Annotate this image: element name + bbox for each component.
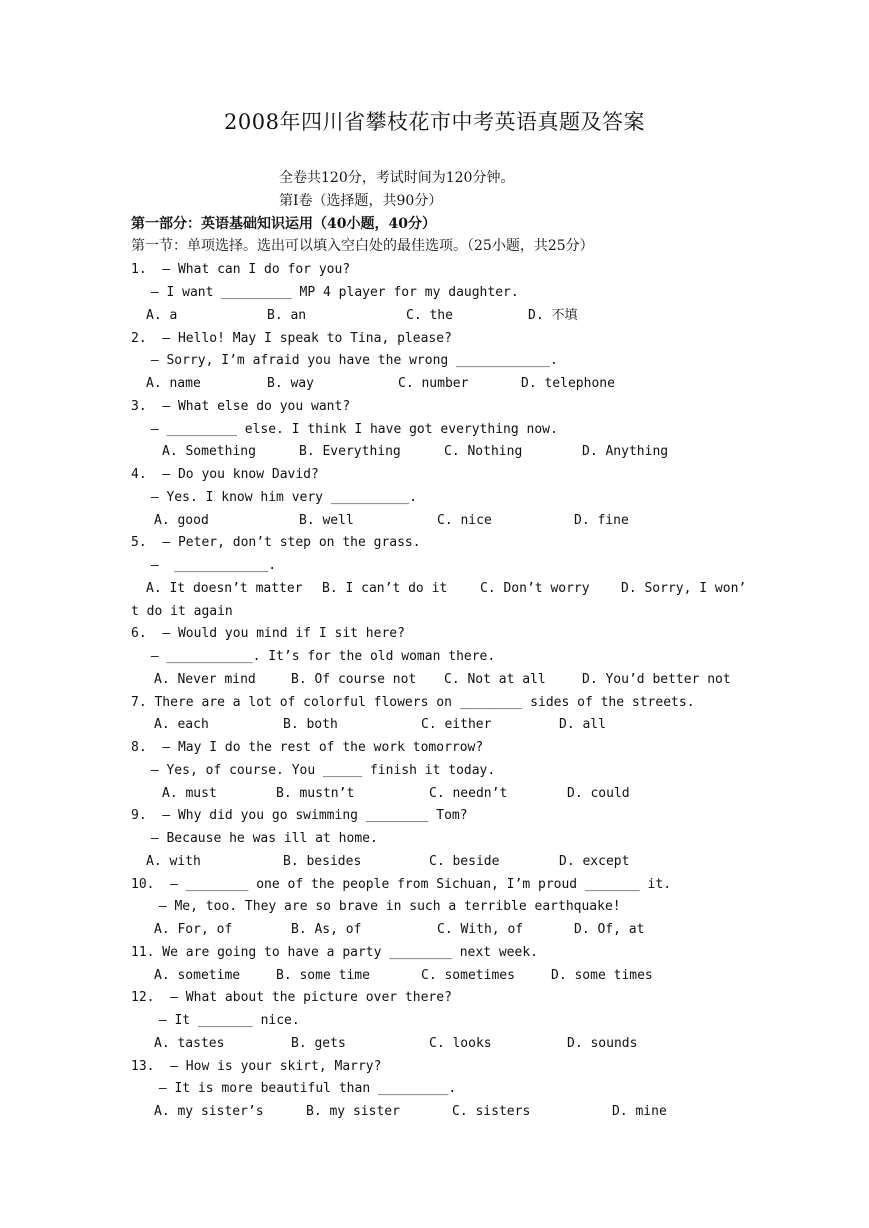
q13-option-c: C. sisters xyxy=(452,1104,531,1119)
q7-option-c: C. either xyxy=(421,717,492,732)
q4-option-d: D. fine xyxy=(574,513,629,528)
q5-option-a: A. It doesn’t matter xyxy=(146,581,303,596)
q8-option-b: B. mustn’t xyxy=(276,786,355,801)
q6-option-b: B. Of course not xyxy=(291,672,417,687)
q10-option-a: A. For, of xyxy=(154,922,233,937)
q11-option-a: A. sometime xyxy=(154,968,241,983)
question-3-stem: 3. – What else do you want? xyxy=(131,399,351,414)
question-2-reply: – Sorry, I’m afraid you have the wrong ____________. xyxy=(143,353,558,368)
q7-option-a: A. each xyxy=(154,717,209,732)
q9-option-b: B. besides xyxy=(283,854,362,869)
question-12-stem: 12. – What about the picture over there? xyxy=(131,990,452,1005)
question-7-stem: 7. There are a lot of colorful flowers on ________ sides of the streets. xyxy=(131,695,695,710)
q11-option-d: D. some times xyxy=(551,968,653,983)
q8-option-d: D. could xyxy=(567,786,630,801)
q4-option-c: C. nice xyxy=(437,513,492,528)
question-1-reply: – I want _________ MP 4 player for my daughter. xyxy=(143,285,519,300)
q9-option-d: D. except xyxy=(559,854,630,869)
q4-option-a: A. good xyxy=(154,513,209,528)
q4-option-b: B. well xyxy=(299,513,354,528)
question-4-reply: – Yes. I know him very __________. xyxy=(143,490,417,505)
question-6-reply: – ___________. It’s for the old woman there. xyxy=(143,649,496,664)
q10-option-b: B. As, of xyxy=(291,922,362,937)
question-12-reply: – It _______ nice. xyxy=(151,1013,300,1028)
q3-option-d: D. Anything xyxy=(582,444,669,459)
question-3-reply: – _________ else. I think I have got everything now. xyxy=(143,422,558,437)
q11-option-b: B. some time xyxy=(276,968,370,983)
question-1-stem: 1. – What can I do for you? xyxy=(131,262,351,277)
question-10-stem: 10. – ________ one of the people from Sichuan, I’m proud _______ it. xyxy=(131,877,672,892)
question-6-stem: 6. – Would you mind if I sit here? xyxy=(131,626,405,641)
question-8-stem: 8. – May I do the rest of the work tomorrow? xyxy=(131,740,484,755)
q1-option-d: D. 不填 xyxy=(528,308,578,323)
q6-option-a: A. Never mind xyxy=(154,672,256,687)
q2-option-b: B. way xyxy=(267,376,314,391)
q13-option-d: D. mine xyxy=(612,1104,667,1119)
q7-option-b: B. both xyxy=(283,717,338,732)
q5-option-c: C. Don’t worry xyxy=(480,581,590,596)
q2-option-a: A. name xyxy=(146,376,201,391)
q10-option-c: C. With, of xyxy=(437,922,524,937)
question-8-reply: – Yes, of course. You _____ finish it today. xyxy=(143,763,496,778)
question-13-stem: 13. – How is your skirt, Marry? xyxy=(131,1059,382,1074)
q3-option-a: A. Something xyxy=(162,444,256,459)
q8-option-a: A. must xyxy=(162,786,217,801)
q12-option-c: C. looks xyxy=(429,1036,492,1051)
exam-info-volume: 第Ⅰ卷（选择题，共90分） xyxy=(279,193,443,209)
question-4-stem: 4. – Do you know David? xyxy=(131,467,319,482)
page-title: 2008年四川省攀枝花市中考英语真题及答案 xyxy=(224,110,645,134)
question-9-stem: 9. – Why did you go swimming ________ Tom? xyxy=(131,808,468,823)
question-2-stem: 2. – Hello! May I speak to Tina, please? xyxy=(131,331,452,346)
q9-option-c: C. beside xyxy=(429,854,500,869)
q3-option-b: B. Everything xyxy=(299,444,401,459)
exam-info-total: 全卷共120分，考试时间为120分钟。 xyxy=(279,170,515,186)
q1-option-c: C. the xyxy=(406,308,453,323)
part-heading: 第一部分：英语基础知识运用（40小题，40分） xyxy=(131,216,436,232)
question-5-stem: 5. – Peter, don’t step on the grass. xyxy=(131,535,421,550)
q13-option-a: A. my sister’s xyxy=(154,1104,264,1119)
question-11-stem: 11. We are going to have a party ________ next week. xyxy=(131,945,538,960)
q13-option-b: B. my sister xyxy=(306,1104,400,1119)
q12-option-d: D. sounds xyxy=(567,1036,638,1051)
question-10-reply: – Me, too. They are so brave in such a terrible earthquake! xyxy=(151,899,621,914)
q6-option-c: C. Not at all xyxy=(444,672,546,687)
q1-option-a: A. a xyxy=(146,308,178,323)
q6-option-d: D. You’d better not xyxy=(582,672,731,687)
q8-option-c: C. needn’t xyxy=(429,786,508,801)
q5-option-d: D. Sorry, I won’ xyxy=(621,581,747,596)
q5-option-b: B. I can’t do it xyxy=(322,581,448,596)
q1-option-b: B. an xyxy=(267,308,307,323)
q2-option-c: C. number xyxy=(398,376,469,391)
question-5-reply: – ____________. xyxy=(143,558,277,573)
q2-option-d: D. telephone xyxy=(521,376,615,391)
question-9-reply: – Because he was ill at home. xyxy=(143,831,378,846)
q11-option-c: C. sometimes xyxy=(421,968,515,983)
q7-option-d: D. all xyxy=(559,717,606,732)
question-13-reply: – It is more beautiful than _________. xyxy=(151,1081,457,1096)
q12-option-b: B. gets xyxy=(291,1036,346,1051)
q12-option-a: A. tastes xyxy=(154,1036,225,1051)
q10-option-d: D. Of, at xyxy=(574,922,645,937)
q9-option-a: A. with xyxy=(146,854,201,869)
q3-option-c: C. Nothing xyxy=(444,444,523,459)
q5-option-d-continuation: t do it again xyxy=(131,604,233,619)
section-instruction: 第一节：单项选择。选出可以填入空白处的最佳选项。（25小题，共25分） xyxy=(131,238,594,254)
